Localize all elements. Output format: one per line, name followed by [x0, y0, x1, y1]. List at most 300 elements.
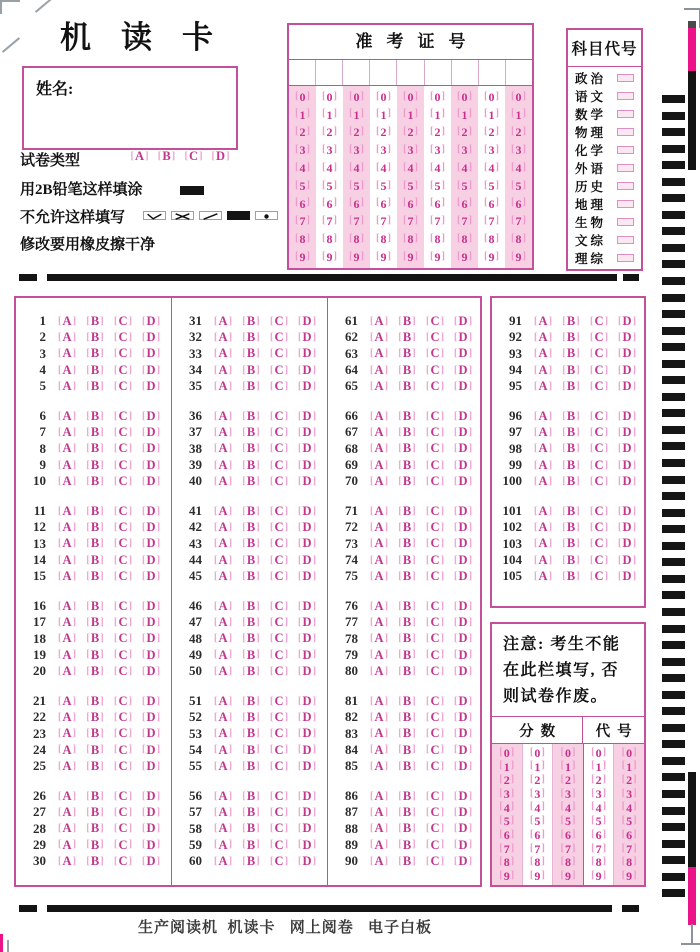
answer-bubble-A[interactable]	[365, 347, 393, 360]
answer-bubble-B[interactable]	[237, 760, 265, 773]
ticket-digit-bubble[interactable]	[451, 106, 478, 124]
ticket-digit-bubble[interactable]	[316, 124, 343, 142]
answer-bubble-C[interactable]	[265, 537, 293, 550]
answer-bubble-B[interactable]	[237, 426, 265, 439]
answer-bubble-C[interactable]	[109, 410, 137, 423]
answer-bubble-C[interactable]	[109, 380, 137, 393]
answer-bubble-D[interactable]	[449, 347, 477, 360]
answer-bubble-A[interactable]	[209, 475, 237, 488]
answer-bubble-B[interactable]	[393, 616, 421, 629]
answer-bubble-B[interactable]	[81, 839, 109, 852]
ticket-digit-bubble[interactable]	[289, 213, 316, 231]
answer-bubble-A[interactable]	[529, 537, 557, 550]
answer-bubble-A[interactable]	[529, 331, 557, 344]
answer-bubble-C[interactable]	[265, 442, 293, 455]
answer-bubble-B[interactable]	[81, 790, 109, 803]
ticket-write-cell[interactable]	[506, 60, 532, 85]
code-digit-bubble[interactable]	[584, 760, 614, 774]
answer-bubble-C[interactable]	[265, 600, 293, 613]
answer-bubble-A[interactable]	[209, 459, 237, 472]
ticket-digit-bubble[interactable]	[424, 106, 451, 124]
answer-bubble-D[interactable]	[137, 475, 165, 488]
answer-bubble-C[interactable]	[265, 760, 293, 773]
answer-bubble-A[interactable]	[365, 790, 393, 803]
answer-bubble-B[interactable]	[81, 806, 109, 819]
ticket-write-cell[interactable]	[289, 60, 316, 85]
answer-bubble-A[interactable]	[53, 554, 81, 567]
answer-bubble-D[interactable]	[613, 459, 641, 472]
answer-bubble-A[interactable]	[529, 315, 557, 328]
answer-bubble-C[interactable]	[265, 649, 293, 662]
score-digit-bubble[interactable]	[523, 828, 553, 842]
answer-bubble-D[interactable]	[449, 570, 477, 583]
code-digit-bubble[interactable]	[584, 815, 614, 829]
answer-bubble-C[interactable]	[421, 521, 449, 534]
answer-bubble-A[interactable]	[209, 855, 237, 868]
subject-bubble[interactable]	[617, 74, 634, 82]
answer-bubble-C[interactable]	[421, 822, 449, 835]
answer-bubble-D[interactable]	[449, 426, 477, 439]
answer-bubble-C[interactable]	[421, 806, 449, 819]
answer-bubble-C[interactable]	[109, 822, 137, 835]
answer-bubble-B[interactable]	[393, 711, 421, 724]
answer-bubble-A[interactable]	[365, 695, 393, 708]
answer-bubble-A[interactable]	[209, 632, 237, 645]
answer-bubble-D[interactable]	[613, 331, 641, 344]
answer-bubble-D[interactable]	[613, 364, 641, 377]
answer-bubble-A[interactable]	[209, 315, 237, 328]
answer-bubble-B[interactable]	[393, 806, 421, 819]
answer-bubble-B[interactable]	[237, 600, 265, 613]
subject-bubble[interactable]	[617, 236, 634, 244]
answer-bubble-A[interactable]	[209, 616, 237, 629]
answer-bubble-D[interactable]	[613, 347, 641, 360]
answer-bubble-A[interactable]	[53, 380, 81, 393]
score-digit-bubble[interactable]	[523, 869, 553, 883]
answer-bubble-C[interactable]	[585, 364, 613, 377]
code-digit-bubble[interactable]	[584, 746, 614, 760]
score-digit-bubble[interactable]	[523, 842, 553, 856]
answer-bubble-B[interactable]	[81, 347, 109, 360]
answer-bubble-B[interactable]	[557, 442, 585, 455]
subject-bubble[interactable]	[617, 146, 634, 154]
ticket-digit-bubble[interactable]	[316, 106, 343, 124]
answer-bubble-B[interactable]	[393, 822, 421, 835]
ticket-digit-bubble[interactable]	[397, 248, 424, 266]
answer-bubble-A[interactable]	[529, 410, 557, 423]
answer-bubble-B[interactable]	[81, 616, 109, 629]
answer-bubble-C[interactable]	[421, 331, 449, 344]
answer-bubble-A[interactable]	[53, 600, 81, 613]
answer-bubble-C[interactable]	[421, 711, 449, 724]
answer-bubble-B[interactable]	[557, 331, 585, 344]
answer-bubble-B[interactable]	[237, 347, 265, 360]
ticket-digit-bubble[interactable]	[505, 124, 532, 142]
answer-bubble-B[interactable]	[393, 459, 421, 472]
ticket-digit-bubble[interactable]	[451, 230, 478, 248]
answer-bubble-A[interactable]	[529, 442, 557, 455]
answer-bubble-C[interactable]	[109, 711, 137, 724]
answer-bubble-A[interactable]	[365, 855, 393, 868]
ticket-digit-bubble[interactable]	[289, 159, 316, 177]
answer-bubble-D[interactable]	[137, 695, 165, 708]
subject-bubble[interactable]	[617, 200, 634, 208]
score-digit-bubble[interactable]	[492, 828, 522, 842]
answer-bubble-A[interactable]	[365, 744, 393, 757]
answer-bubble-D[interactable]	[449, 600, 477, 613]
subject-bubble[interactable]	[617, 164, 634, 172]
answer-bubble-B[interactable]	[81, 600, 109, 613]
answer-bubble-C[interactable]	[265, 806, 293, 819]
score-digit-bubble[interactable]	[492, 760, 522, 774]
answer-bubble-B[interactable]	[557, 426, 585, 439]
subject-bubble[interactable]	[617, 110, 634, 118]
answer-bubble-B[interactable]	[393, 632, 421, 645]
answer-bubble-A[interactable]	[209, 426, 237, 439]
ticket-digit-bubble[interactable]	[343, 195, 370, 213]
answer-bubble-D[interactable]	[449, 380, 477, 393]
answer-bubble-C[interactable]	[109, 727, 137, 740]
ticket-digit-bubble[interactable]	[289, 124, 316, 142]
paper-type-bubble[interactable]	[207, 150, 234, 163]
answer-bubble-B[interactable]	[393, 665, 421, 678]
ticket-digit-bubble[interactable]	[316, 195, 343, 213]
answer-bubble-A[interactable]	[365, 632, 393, 645]
answer-bubble-B[interactable]	[81, 505, 109, 518]
ticket-digit-bubble[interactable]	[451, 141, 478, 159]
answer-bubble-D[interactable]	[293, 790, 321, 803]
answer-bubble-C[interactable]	[421, 315, 449, 328]
ticket-digit-bubble[interactable]	[316, 159, 343, 177]
answer-bubble-D[interactable]	[137, 570, 165, 583]
answer-bubble-B[interactable]	[237, 727, 265, 740]
answer-bubble-D[interactable]	[613, 442, 641, 455]
answer-bubble-D[interactable]	[137, 665, 165, 678]
answer-bubble-C[interactable]	[421, 442, 449, 455]
answer-bubble-B[interactable]	[557, 315, 585, 328]
answer-bubble-A[interactable]	[365, 727, 393, 740]
answer-bubble-C[interactable]	[265, 616, 293, 629]
answer-bubble-A[interactable]	[53, 459, 81, 472]
answer-bubble-B[interactable]	[393, 442, 421, 455]
answer-bubble-B[interactable]	[81, 442, 109, 455]
answer-bubble-A[interactable]	[53, 839, 81, 852]
answer-bubble-D[interactable]	[293, 822, 321, 835]
answer-bubble-B[interactable]	[393, 521, 421, 534]
ticket-digit-bubble[interactable]	[343, 141, 370, 159]
ticket-digit-bubble[interactable]	[316, 88, 343, 106]
subject-bubble[interactable]	[617, 182, 634, 190]
ticket-digit-bubble[interactable]	[424, 177, 451, 195]
answer-bubble-D[interactable]	[293, 505, 321, 518]
ticket-write-cell[interactable]	[343, 60, 370, 85]
answer-bubble-A[interactable]	[53, 806, 81, 819]
answer-bubble-C[interactable]	[421, 426, 449, 439]
answer-bubble-D[interactable]	[293, 331, 321, 344]
answer-bubble-A[interactable]	[53, 822, 81, 835]
answer-bubble-B[interactable]	[237, 442, 265, 455]
score-digit-bubble[interactable]	[492, 787, 522, 801]
answer-bubble-A[interactable]	[529, 426, 557, 439]
answer-bubble-D[interactable]	[293, 554, 321, 567]
answer-bubble-A[interactable]	[53, 442, 81, 455]
answer-bubble-D[interactable]	[613, 410, 641, 423]
answer-bubble-B[interactable]	[557, 380, 585, 393]
answer-bubble-D[interactable]	[449, 442, 477, 455]
answer-bubble-A[interactable]	[209, 744, 237, 757]
answer-bubble-C[interactable]	[109, 537, 137, 550]
answer-bubble-A[interactable]	[209, 442, 237, 455]
answer-bubble-C[interactable]	[421, 649, 449, 662]
answer-bubble-C[interactable]	[585, 347, 613, 360]
answer-bubble-B[interactable]	[237, 855, 265, 868]
answer-bubble-A[interactable]	[209, 364, 237, 377]
ticket-digit-bubble[interactable]	[451, 213, 478, 231]
ticket-digit-bubble[interactable]	[397, 159, 424, 177]
answer-bubble-D[interactable]	[613, 315, 641, 328]
answer-bubble-A[interactable]	[209, 822, 237, 835]
answer-bubble-D[interactable]	[613, 554, 641, 567]
score-digit-bubble[interactable]	[523, 801, 553, 815]
answer-bubble-D[interactable]	[137, 537, 165, 550]
code-digit-bubble[interactable]	[614, 828, 644, 842]
answer-bubble-B[interactable]	[81, 822, 109, 835]
code-digit-bubble[interactable]	[614, 787, 644, 801]
answer-bubble-D[interactable]	[293, 727, 321, 740]
ticket-write-cell[interactable]	[397, 60, 424, 85]
answer-bubble-B[interactable]	[393, 855, 421, 868]
ticket-digit-bubble[interactable]	[505, 213, 532, 231]
answer-bubble-C[interactable]	[109, 426, 137, 439]
answer-bubble-D[interactable]	[137, 380, 165, 393]
answer-bubble-A[interactable]	[365, 711, 393, 724]
ticket-digit-bubble[interactable]	[289, 195, 316, 213]
answer-bubble-B[interactable]	[81, 760, 109, 773]
answer-bubble-D[interactable]	[613, 426, 641, 439]
answer-bubble-C[interactable]	[109, 505, 137, 518]
answer-bubble-D[interactable]	[293, 570, 321, 583]
answer-bubble-C[interactable]	[109, 695, 137, 708]
answer-bubble-C[interactable]	[421, 744, 449, 757]
answer-bubble-D[interactable]	[137, 855, 165, 868]
ticket-write-cell[interactable]	[370, 60, 397, 85]
ticket-digit-bubble[interactable]	[397, 88, 424, 106]
answer-bubble-C[interactable]	[109, 839, 137, 852]
answer-bubble-A[interactable]	[209, 839, 237, 852]
answer-bubble-D[interactable]	[137, 315, 165, 328]
answer-bubble-C[interactable]	[585, 426, 613, 439]
answer-bubble-A[interactable]	[53, 537, 81, 550]
code-digit-bubble[interactable]	[614, 842, 644, 856]
ticket-digit-bubble[interactable]	[505, 248, 532, 266]
answer-bubble-B[interactable]	[393, 410, 421, 423]
answer-bubble-C[interactable]	[421, 570, 449, 583]
answer-bubble-B[interactable]	[393, 331, 421, 344]
answer-bubble-D[interactable]	[449, 727, 477, 740]
ticket-digit-bubble[interactable]	[451, 159, 478, 177]
answer-bubble-C[interactable]	[265, 744, 293, 757]
answer-bubble-D[interactable]	[137, 632, 165, 645]
answer-bubble-B[interactable]	[81, 554, 109, 567]
answer-bubble-D[interactable]	[293, 855, 321, 868]
answer-bubble-C[interactable]	[109, 600, 137, 613]
ticket-digit-bubble[interactable]	[478, 213, 505, 231]
answer-bubble-C[interactable]	[265, 822, 293, 835]
answer-bubble-A[interactable]	[365, 315, 393, 328]
answer-bubble-C[interactable]	[109, 760, 137, 773]
answer-bubble-A[interactable]	[529, 505, 557, 518]
answer-bubble-D[interactable]	[449, 410, 477, 423]
answer-bubble-D[interactable]	[137, 839, 165, 852]
ticket-write-cell[interactable]	[425, 60, 452, 85]
answer-bubble-A[interactable]	[365, 475, 393, 488]
answer-bubble-A[interactable]	[365, 760, 393, 773]
answer-bubble-A[interactable]	[209, 410, 237, 423]
answer-bubble-A[interactable]	[209, 760, 237, 773]
score-digit-bubble[interactable]	[553, 856, 583, 870]
answer-bubble-B[interactable]	[557, 410, 585, 423]
answer-bubble-B[interactable]	[81, 570, 109, 583]
ticket-digit-bubble[interactable]	[478, 124, 505, 142]
answer-bubble-C[interactable]	[421, 616, 449, 629]
code-digit-bubble[interactable]	[584, 801, 614, 815]
answer-bubble-C[interactable]	[109, 806, 137, 819]
answer-bubble-D[interactable]	[137, 760, 165, 773]
ticket-digit-bubble[interactable]	[424, 248, 451, 266]
answer-bubble-D[interactable]	[137, 649, 165, 662]
name-box[interactable]	[22, 66, 238, 150]
ticket-write-cell[interactable]	[452, 60, 479, 85]
ticket-digit-bubble[interactable]	[397, 195, 424, 213]
answer-bubble-A[interactable]	[53, 665, 81, 678]
ticket-digit-bubble[interactable]	[370, 177, 397, 195]
ticket-digit-bubble[interactable]	[316, 177, 343, 195]
answer-bubble-A[interactable]	[53, 570, 81, 583]
answer-bubble-C[interactable]	[265, 665, 293, 678]
code-digit-bubble[interactable]	[584, 787, 614, 801]
answer-bubble-A[interactable]	[53, 616, 81, 629]
score-digit-bubble[interactable]	[523, 746, 553, 760]
answer-bubble-B[interactable]	[393, 839, 421, 852]
ticket-digit-bubble[interactable]	[451, 248, 478, 266]
answer-bubble-B[interactable]	[237, 410, 265, 423]
ticket-digit-bubble[interactable]	[370, 230, 397, 248]
answer-bubble-D[interactable]	[137, 616, 165, 629]
answer-bubble-C[interactable]	[265, 331, 293, 344]
answer-bubble-B[interactable]	[393, 727, 421, 740]
ticket-digit-bubble[interactable]	[343, 248, 370, 266]
answer-bubble-A[interactable]	[365, 616, 393, 629]
answer-bubble-D[interactable]	[613, 537, 641, 550]
subject-bubble[interactable]	[617, 92, 634, 100]
answer-bubble-C[interactable]	[265, 380, 293, 393]
answer-bubble-B[interactable]	[237, 695, 265, 708]
ticket-digit-bubble[interactable]	[343, 88, 370, 106]
answer-bubble-C[interactable]	[265, 505, 293, 518]
answer-bubble-C[interactable]	[265, 410, 293, 423]
answer-bubble-D[interactable]	[293, 711, 321, 724]
answer-bubble-A[interactable]	[53, 855, 81, 868]
ticket-digit-bubble[interactable]	[478, 230, 505, 248]
answer-bubble-A[interactable]	[209, 695, 237, 708]
answer-bubble-D[interactable]	[293, 521, 321, 534]
code-digit-bubble[interactable]	[614, 801, 644, 815]
answer-bubble-D[interactable]	[293, 347, 321, 360]
ticket-digit-bubble[interactable]	[316, 213, 343, 231]
answer-bubble-D[interactable]	[293, 426, 321, 439]
answer-bubble-B[interactable]	[81, 711, 109, 724]
ticket-digit-bubble[interactable]	[505, 230, 532, 248]
answer-bubble-C[interactable]	[109, 744, 137, 757]
answer-bubble-A[interactable]	[365, 410, 393, 423]
ticket-digit-bubble[interactable]	[424, 213, 451, 231]
ticket-write-cell[interactable]	[479, 60, 506, 85]
answer-bubble-A[interactable]	[53, 632, 81, 645]
answer-bubble-A[interactable]	[365, 537, 393, 550]
answer-bubble-B[interactable]	[237, 554, 265, 567]
answer-bubble-B[interactable]	[81, 537, 109, 550]
code-digit-bubble[interactable]	[584, 856, 614, 870]
answer-bubble-B[interactable]	[237, 505, 265, 518]
score-digit-bubble[interactable]	[492, 801, 522, 815]
ticket-digit-bubble[interactable]	[478, 141, 505, 159]
answer-bubble-B[interactable]	[237, 616, 265, 629]
answer-bubble-C[interactable]	[421, 839, 449, 852]
answer-bubble-C[interactable]	[265, 521, 293, 534]
answer-bubble-A[interactable]	[53, 695, 81, 708]
answer-bubble-C[interactable]	[109, 347, 137, 360]
answer-bubble-B[interactable]	[81, 665, 109, 678]
ticket-digit-bubble[interactable]	[370, 159, 397, 177]
answer-bubble-A[interactable]	[529, 380, 557, 393]
answer-bubble-A[interactable]	[209, 727, 237, 740]
answer-bubble-B[interactable]	[393, 475, 421, 488]
answer-bubble-D[interactable]	[449, 839, 477, 852]
answer-bubble-A[interactable]	[209, 665, 237, 678]
ticket-digit-bubble[interactable]	[397, 141, 424, 159]
answer-bubble-B[interactable]	[237, 331, 265, 344]
answer-bubble-D[interactable]	[293, 442, 321, 455]
answer-bubble-D[interactable]	[137, 822, 165, 835]
ticket-digit-bubble[interactable]	[343, 177, 370, 195]
ticket-digit-bubble[interactable]	[397, 213, 424, 231]
answer-bubble-B[interactable]	[393, 426, 421, 439]
answer-bubble-D[interactable]	[137, 711, 165, 724]
answer-bubble-A[interactable]	[209, 649, 237, 662]
answer-bubble-B[interactable]	[81, 364, 109, 377]
answer-bubble-C[interactable]	[421, 475, 449, 488]
answer-bubble-B[interactable]	[393, 744, 421, 757]
answer-bubble-B[interactable]	[81, 744, 109, 757]
answer-bubble-B[interactable]	[557, 459, 585, 472]
answer-bubble-D[interactable]	[293, 632, 321, 645]
answer-bubble-A[interactable]	[365, 364, 393, 377]
answer-bubble-A[interactable]	[209, 347, 237, 360]
score-digit-bubble[interactable]	[553, 746, 583, 760]
answer-bubble-C[interactable]	[109, 632, 137, 645]
answer-bubble-B[interactable]	[237, 790, 265, 803]
code-digit-bubble[interactable]	[614, 760, 644, 774]
answer-bubble-D[interactable]	[137, 521, 165, 534]
answer-bubble-C[interactable]	[109, 649, 137, 662]
answer-bubble-A[interactable]	[53, 410, 81, 423]
ticket-digit-bubble[interactable]	[478, 195, 505, 213]
answer-bubble-C[interactable]	[109, 475, 137, 488]
answer-bubble-D[interactable]	[137, 744, 165, 757]
answer-bubble-D[interactable]	[137, 505, 165, 518]
answer-bubble-D[interactable]	[137, 554, 165, 567]
answer-bubble-C[interactable]	[265, 790, 293, 803]
